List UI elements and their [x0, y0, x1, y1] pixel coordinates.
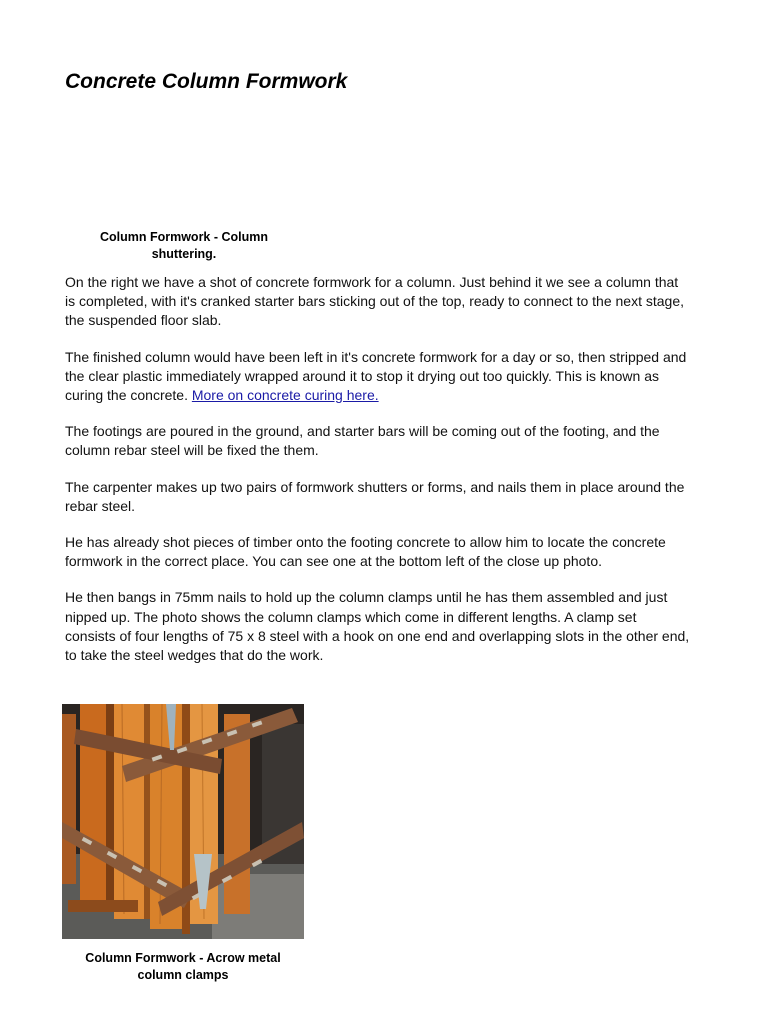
page-title: Concrete Column Formwork — [65, 70, 348, 93]
paragraph-1 — [65, 273, 690, 331]
paragraph-3 — [65, 422, 690, 460]
caption-column-shuttering: Column Formwork - Column shuttering. — [99, 230, 269, 261]
paragraph-text: The footings are poured in the ground, and starter bars will be coming out of the footing, and the column rebar steel will be fixed the them. — [65, 423, 660, 459]
caption-acrow-clamps: Column Formwork - Acrow metal column clamps — [85, 951, 281, 982]
article-body — [65, 273, 690, 682]
paragraph-4 — [65, 478, 690, 516]
paragraph-2 — [65, 348, 690, 406]
column-clamps-photo — [62, 704, 304, 939]
paragraph-text: The finished column would have been left in it's concrete formwork for a day or so, then stripped and the clear plastic immediately wrapped around it to stop it drying out too quickly. This is known as curing the concrete. — [65, 348, 687, 404]
paragraph-5 — [65, 533, 690, 571]
paragraph-text: He then bangs in 75mm nails to hold up the column clamps until he has them assembled and just nipped up. The photo shows the column clamps which come in different lengths. A clamp set consists of four lengths of 75 x 8 steel with a hook on one end and overlapping slots in the other end, to take the steel wedges that do the work. — [65, 589, 690, 664]
paragraph-text: On the right we have a shot of concrete formwork for a column. Just behind it we see a column that is completed, with it's cranked starter bars sticking out of the top, ready to connect to the next stage, the suspended floor slab. — [65, 274, 684, 329]
formwork-illustration — [62, 704, 304, 939]
paragraph-text: He has already shot pieces of timber onto the footing concrete to allow him to locate the concrete formwork in the correct place. You can see one at the bottom left of the close up photo. — [65, 534, 666, 570]
paragraph-text: The carpenter makes up two pairs of formwork shutters or forms, and nails them in place around the rebar steel. — [65, 478, 685, 514]
concrete-curing-link[interactable]: More on concrete curing here. — [191, 387, 379, 404]
paragraph-6 — [65, 588, 690, 665]
